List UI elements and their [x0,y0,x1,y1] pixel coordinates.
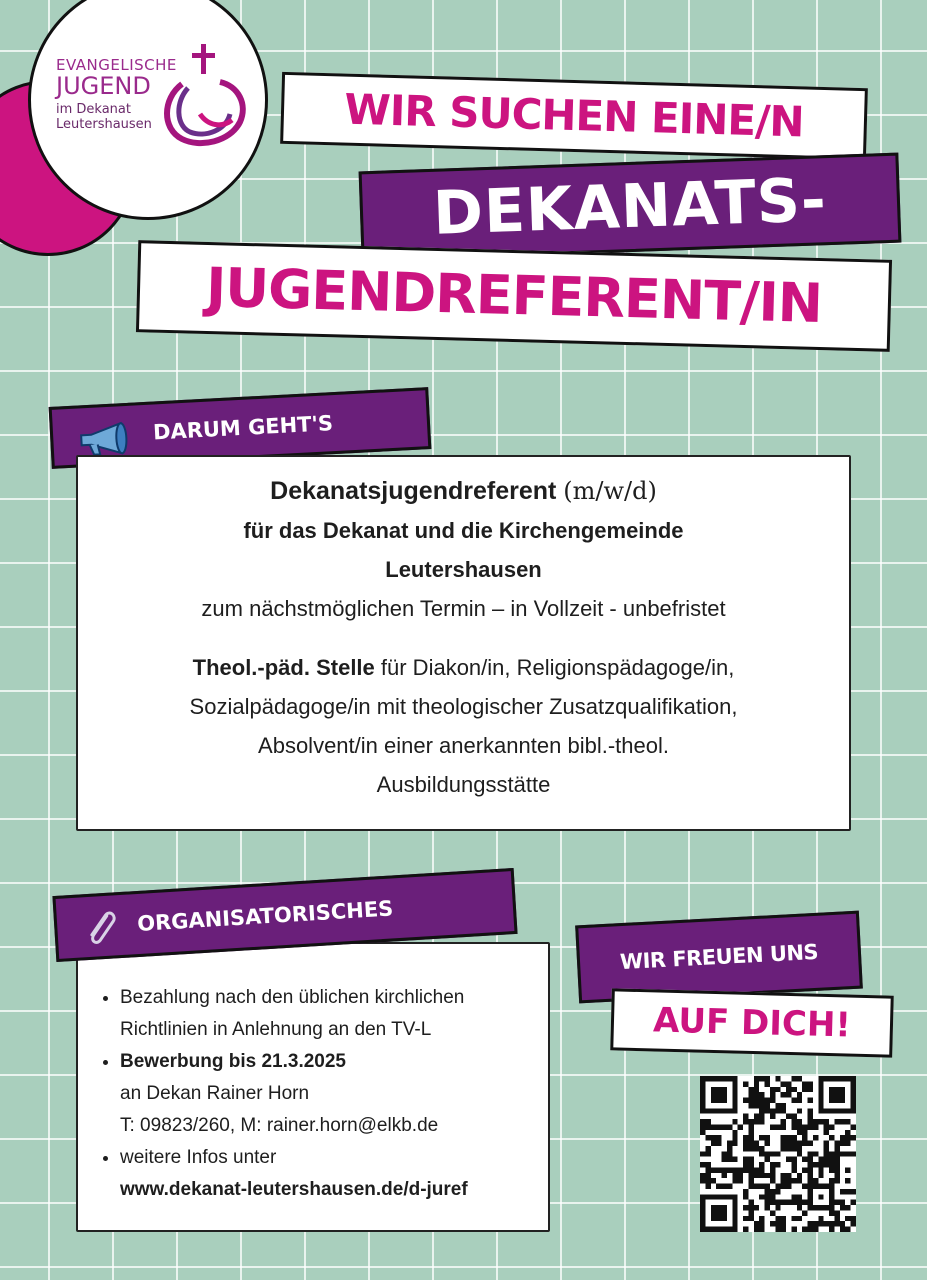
list-item [120,982,548,1046]
logo-line-4: Leutershausen [56,117,152,132]
section-tag-darum-label: DARUM GEHT'S [152,411,334,445]
logo-text [56,56,177,132]
headline-banner-3 [136,240,892,352]
role-line-3: Absolvent/in einer anerkannten bibl.-theol. [258,733,669,758]
role-line-1 [78,648,849,687]
job-title-suffix: (m/w/d) [563,477,657,505]
closing-banner-2 [610,988,894,1057]
closing-line-1: WIR FREUEN UNS [619,939,819,975]
list-item [120,1142,548,1206]
cross-logo-icon [160,44,250,154]
contact-name: an Dekan Rainer Horn [120,1083,310,1104]
headline-line-2: DEKANATS- [432,165,828,249]
headline-line-1: WIR SUCHEN EINE/N [343,84,805,147]
info-label: • weitere Infos unter [120,1147,277,1168]
job-title-bold: Dekanatsjugendreferent [270,477,557,505]
deadline: • Bewerbung bis 21.3.2025 [120,1051,346,1072]
job-title [78,471,849,511]
job-subtitle-2: Leutershausen [385,557,542,582]
job-terms: zum nächstmöglichen Termin – in Vollzeit - unbefristet [201,596,726,621]
logo-line-3: im Dekanat [56,102,131,117]
role-text: für Diakon/in, Religionspädagoge/in, [374,655,735,680]
job-subtitle-1: für das Dekanat und die Kirchengemeinde [243,518,684,543]
megaphone-icon [77,421,133,458]
contact-details[interactable]: T: 09823/260, M: rainer.horn@elkb.de [120,1115,439,1136]
role-line-4: Ausbildungsstätte [376,772,551,797]
headline-banner-2 [359,153,902,262]
logo-line-1: EVANGELISCHE [56,56,177,74]
section-tag-organisatorisches-label: ORGANISATORISCHES [136,896,394,937]
list-item [120,1046,548,1142]
info-link[interactable]: www.dekanat-leutershausen.de/d-juref [120,1179,468,1200]
section-darum-content [76,455,851,831]
section-organisatorisches-content [76,942,550,1232]
role-bold: Theol.-päd. Stelle [192,655,375,680]
qr-code-icon [700,1076,856,1232]
role-line-2: Sozialpädagoge/in mit theologischer Zusatzqualifikation, [189,694,738,719]
paperclip-icon [82,907,120,949]
qr-code[interactable] [700,1076,856,1232]
closing-line-2: AUF DICH! [652,1000,852,1046]
logo-line-2: JUGEND [56,72,151,100]
pay-line-1: • Bezahlung nach den üblichen kirchlichen [120,987,465,1008]
pay-line-2: Richtlinien in Anlehnung an den TV-L [120,1019,432,1040]
headline-line-3: JUGENDREFERENT/IN [205,255,823,336]
headline-banner-1 [280,72,868,160]
